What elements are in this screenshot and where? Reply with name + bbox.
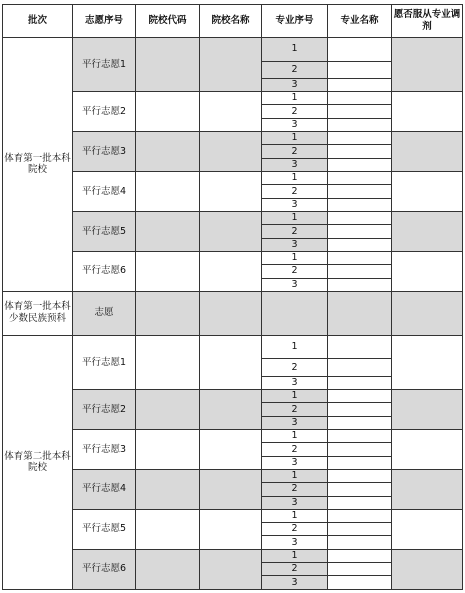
major-index-cell: 3	[262, 78, 328, 91]
adjust-cell[interactable]	[392, 132, 463, 172]
header-batch: 批次	[3, 5, 73, 38]
major-name-cell[interactable]	[328, 105, 392, 118]
major-index-cell: 1	[262, 38, 328, 62]
major-index-cell: 2	[262, 105, 328, 118]
major-name-cell[interactable]	[328, 443, 392, 456]
major-name-cell[interactable]	[328, 335, 392, 359]
school-code-cell[interactable]	[136, 132, 200, 172]
major-index-cell: 3	[262, 118, 328, 131]
choice-label: 平行志愿4	[73, 172, 136, 212]
major-index-cell: 1	[262, 92, 328, 105]
adjust-cell[interactable]	[392, 429, 463, 469]
major-name-cell[interactable]	[328, 251, 392, 264]
adjust-cell[interactable]	[392, 211, 463, 251]
major-index-cell: 3	[262, 456, 328, 469]
major-name-cell[interactable]	[328, 429, 392, 442]
school-name-cell[interactable]	[200, 38, 262, 92]
school-code-cell[interactable]	[136, 38, 200, 92]
major-index-cell: 3	[262, 198, 328, 211]
adjust-cell[interactable]	[392, 251, 463, 291]
major-index-cell: 1	[262, 211, 328, 224]
school-code-cell[interactable]	[136, 429, 200, 469]
choice-label: 平行志愿6	[73, 549, 136, 589]
major-name-cell[interactable]	[328, 172, 392, 185]
school-name-cell[interactable]	[200, 132, 262, 172]
major-index-cell: 2	[262, 359, 328, 376]
major-name-cell[interactable]	[328, 390, 392, 403]
major-name-cell[interactable]	[328, 198, 392, 211]
major-index-cell: 2	[262, 185, 328, 198]
form-row	[3, 335, 463, 359]
major-index-cell: 2	[262, 523, 328, 536]
major-index-cell: 1	[262, 549, 328, 562]
major-index-cell: 1	[262, 509, 328, 522]
major-name-cell[interactable]	[328, 509, 392, 522]
header-row	[3, 5, 463, 38]
major-name-cell[interactable]	[328, 145, 392, 158]
choice-label: 平行志愿2	[73, 390, 136, 430]
major-name-cell[interactable]	[328, 78, 392, 91]
major-index-cell: 1	[262, 429, 328, 442]
major-name-cell[interactable]	[328, 536, 392, 549]
major-index-cell[interactable]	[262, 291, 328, 335]
major-name-cell[interactable]	[328, 563, 392, 576]
major-name-cell[interactable]	[328, 238, 392, 251]
major-name-cell[interactable]	[328, 483, 392, 496]
choice-label: 平行志愿6	[73, 251, 136, 291]
application-form-table	[2, 4, 463, 590]
school-name-cell[interactable]	[200, 211, 262, 251]
major-name-cell[interactable]	[328, 225, 392, 238]
major-name-cell[interactable]	[328, 38, 392, 62]
major-index-cell: 2	[262, 443, 328, 456]
header-choice: 志愿序号	[73, 5, 136, 38]
major-index-cell: 1	[262, 335, 328, 359]
school-name-cell[interactable]	[200, 549, 262, 589]
major-name-cell[interactable]	[328, 403, 392, 416]
school-name-cell[interactable]	[200, 335, 262, 389]
major-name-cell[interactable]	[328, 92, 392, 105]
choice-label: 平行志愿1	[73, 38, 136, 92]
school-code-cell[interactable]	[136, 469, 200, 509]
header-adjust: 愿否服从专业调剂	[392, 5, 463, 38]
school-name-cell[interactable]	[200, 172, 262, 212]
school-name-cell[interactable]	[200, 291, 262, 335]
major-index-cell: 3	[262, 536, 328, 549]
choice-label: 平行志愿3	[73, 429, 136, 469]
major-name-cell[interactable]	[328, 158, 392, 171]
major-name-cell[interactable]	[328, 376, 392, 389]
batch-cell: 体育第一批本科少数民族预科	[3, 291, 73, 335]
batch-cell: 体育第二批本科院校	[3, 335, 73, 589]
form-row	[3, 38, 463, 62]
header-school-name: 院校名称	[200, 5, 262, 38]
major-index-cell: 1	[262, 469, 328, 482]
batch-cell: 体育第一批本科院校	[3, 38, 73, 292]
major-name-cell[interactable]	[328, 291, 392, 335]
major-name-cell[interactable]	[328, 211, 392, 224]
adjust-cell[interactable]	[392, 172, 463, 212]
school-code-cell[interactable]	[136, 390, 200, 430]
header-school-code: 院校代码	[136, 5, 200, 38]
major-index-cell: 2	[262, 225, 328, 238]
school-name-cell[interactable]	[200, 509, 262, 549]
major-name-cell[interactable]	[328, 549, 392, 562]
major-index-cell: 2	[262, 145, 328, 158]
school-code-cell[interactable]	[136, 335, 200, 389]
major-name-cell[interactable]	[328, 359, 392, 376]
school-name-cell[interactable]	[200, 92, 262, 132]
major-name-cell[interactable]	[328, 469, 392, 482]
major-name-cell[interactable]	[328, 278, 392, 291]
adjust-cell[interactable]	[392, 38, 463, 92]
school-code-cell[interactable]	[136, 291, 200, 335]
major-index-cell: 1	[262, 132, 328, 145]
choice-label: 平行志愿3	[73, 132, 136, 172]
major-index-cell: 1	[262, 251, 328, 264]
adjust-cell[interactable]	[392, 92, 463, 132]
adjust-cell[interactable]	[392, 509, 463, 549]
major-name-cell[interactable]	[328, 523, 392, 536]
school-name-cell[interactable]	[200, 429, 262, 469]
major-name-cell[interactable]	[328, 132, 392, 145]
major-index-cell: 3	[262, 278, 328, 291]
school-code-cell[interactable]	[136, 92, 200, 132]
adjust-cell[interactable]	[392, 549, 463, 589]
major-index-cell: 1	[262, 390, 328, 403]
major-name-cell[interactable]	[328, 118, 392, 131]
form-row	[3, 291, 463, 335]
header-major-index: 专业序号	[262, 5, 328, 38]
major-index-cell: 2	[262, 61, 328, 78]
major-index-cell: 3	[262, 238, 328, 251]
choice-label: 平行志愿2	[73, 92, 136, 132]
adjust-cell[interactable]	[392, 390, 463, 430]
school-name-cell[interactable]	[200, 390, 262, 430]
choice-label: 平行志愿1	[73, 335, 136, 389]
school-code-cell[interactable]	[136, 549, 200, 589]
major-index-cell: 1	[262, 172, 328, 185]
major-index-cell: 3	[262, 416, 328, 429]
school-code-cell[interactable]	[136, 251, 200, 291]
major-name-cell[interactable]	[328, 61, 392, 78]
school-code-cell[interactable]	[136, 211, 200, 251]
school-code-cell[interactable]	[136, 509, 200, 549]
header-major-name: 专业名称	[328, 5, 392, 38]
major-index-cell: 3	[262, 496, 328, 509]
choice-label: 平行志愿4	[73, 469, 136, 509]
major-name-cell[interactable]	[328, 576, 392, 590]
major-index-cell: 3	[262, 576, 328, 590]
school-name-cell[interactable]	[200, 469, 262, 509]
major-index-cell: 2	[262, 483, 328, 496]
major-name-cell[interactable]	[328, 185, 392, 198]
adjust-cell[interactable]	[392, 291, 463, 335]
choice-label: 志愿	[73, 291, 136, 335]
major-name-cell[interactable]	[328, 265, 392, 278]
major-index-cell: 2	[262, 265, 328, 278]
major-index-cell: 2	[262, 563, 328, 576]
major-index-cell: 2	[262, 403, 328, 416]
school-name-cell[interactable]	[200, 251, 262, 291]
major-index-cell: 3	[262, 376, 328, 389]
choice-label: 平行志愿5	[73, 509, 136, 549]
major-name-cell[interactable]	[328, 496, 392, 509]
major-index-cell: 3	[262, 158, 328, 171]
major-name-cell[interactable]	[328, 456, 392, 469]
choice-label: 平行志愿5	[73, 211, 136, 251]
adjust-cell[interactable]	[392, 469, 463, 509]
major-name-cell[interactable]	[328, 416, 392, 429]
school-code-cell[interactable]	[136, 172, 200, 212]
adjust-cell[interactable]	[392, 335, 463, 389]
